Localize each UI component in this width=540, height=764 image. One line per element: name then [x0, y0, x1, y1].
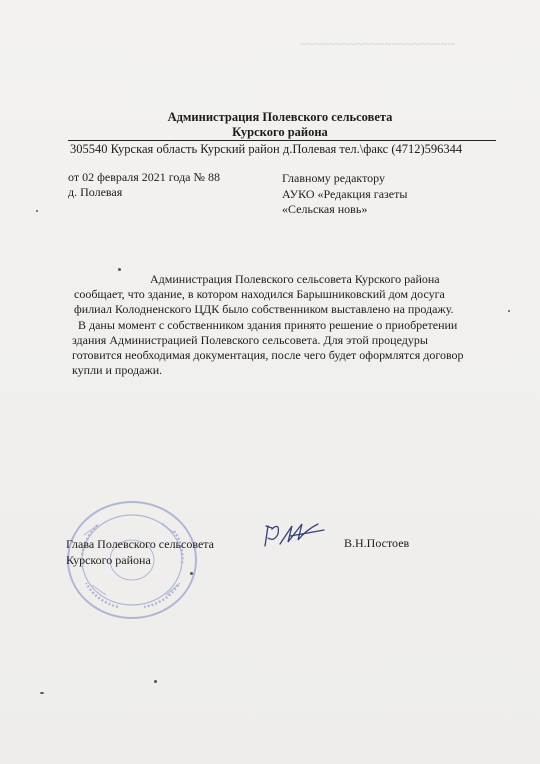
outgoing-reference — [68, 170, 220, 200]
body-line: филиал Колодненского ЦДК было собственником выставлено на продажу. — [74, 302, 454, 317]
recipient-block — [282, 171, 407, 218]
letterhead-address: 305540 Курская область Курский район д.Полевая тел.\факс (4712)596344 — [70, 142, 463, 156]
show-through-ghost: ~~~~~~~~~~~~~~~~~~~~~~ — [300, 36, 455, 51]
scan-speck — [118, 268, 121, 271]
letterhead-region: Курского района — [232, 125, 328, 139]
letterhead-org: Администрация Полевского сельсовета — [167, 110, 393, 124]
signatory-name: В.Н.Постоев — [344, 536, 410, 550]
outgoing-date-number: от 02 февраля 2021 года № 88 — [68, 170, 220, 184]
letterhead — [60, 110, 500, 140]
signatory-title — [66, 536, 214, 568]
recipient-line-2: АУКО «Редакция газеты — [282, 186, 408, 201]
scan-speck — [36, 210, 38, 212]
body-line: здания Администрацией Полевского сельсовета. Для этой процедуры — [72, 332, 428, 347]
letter-body — [64, 272, 504, 378]
body-line: сообщает, что здание, в котором находился Барышниковский дом досуга — [74, 287, 445, 302]
recipient-line-3: «Сельская новь» — [282, 202, 368, 216]
recipient-line-1: Главному редактору — [282, 171, 386, 185]
handwritten-signature-icon — [262, 520, 328, 552]
outgoing-place: д. Полевая — [68, 185, 123, 199]
scan-speck — [190, 572, 193, 575]
signatory-title-line-2: Курского района — [66, 553, 151, 567]
body-line: Администрация Полевского сельсовета Курского района — [150, 272, 440, 286]
letterhead-rule — [68, 140, 496, 141]
body-line: В даны момент с собственником здания принято решение о приобретении — [78, 317, 458, 332]
signatory-title-line-1: Глава Полевского сельсовета — [66, 537, 214, 551]
body-line: купли и продажи. — [72, 363, 163, 378]
scan-speck — [40, 692, 44, 694]
body-line: готовится необходимая документация, после чего будет оформлятся договор — [72, 348, 464, 363]
scan-speck — [154, 680, 157, 683]
scan-speck — [508, 310, 510, 312]
